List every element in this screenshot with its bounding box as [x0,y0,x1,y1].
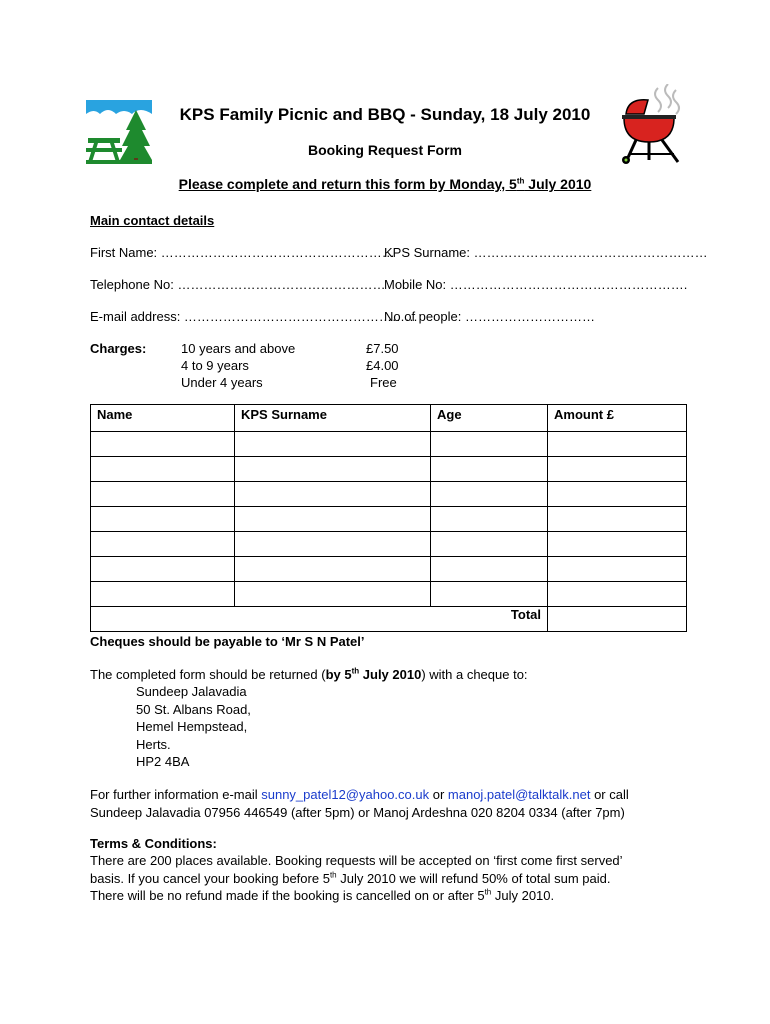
form-subtitle: Booking Request Form [307,142,462,158]
telephone-field[interactable]: Telephone No: ………………………………………… [90,277,386,292]
table-cell[interactable] [235,582,431,607]
mobile-field[interactable]: Mobile No: ………………………………………………. [384,277,688,292]
table-cell[interactable] [235,557,431,582]
table-cell[interactable] [431,582,548,607]
col-header-surname: KPS Surname [235,405,431,432]
address-line: HP2 4BA [136,754,190,769]
charge-price: Free [370,375,397,390]
email-link-sunny[interactable]: sunny_patel12@yahoo.co.uk [261,787,430,802]
table-row [91,507,687,532]
table-cell[interactable] [91,557,235,582]
table-cell[interactable] [431,457,548,482]
col-header-name: Name [91,405,235,432]
table-cell[interactable] [548,457,687,482]
total-amount-cell[interactable] [548,607,687,632]
charge-price: £7.50 [366,341,399,356]
table-cell[interactable] [548,482,687,507]
contact-heading: Main contact details [90,213,215,228]
table-cell[interactable] [91,507,235,532]
terms-heading: Terms & Conditions: [90,836,217,851]
charge-group: 4 to 9 years [181,358,249,373]
first-name-field[interactable]: First Name: ……………………………………………… [90,245,395,260]
attendee-table [90,404,687,632]
table-cell[interactable] [91,457,235,482]
form-title: KPS Family Picnic and BBQ - Sunday, 18 July 2010 [179,105,591,124]
table-header-row [91,405,687,432]
kps-surname-field[interactable]: KPS Surname: ……………………………………………… [384,245,708,260]
cheques-note: Cheques should be payable to ‘Mr S N Patel’ [90,634,365,649]
table-cell[interactable] [431,507,548,532]
table-cell[interactable] [91,532,235,557]
address-line: Sundeep Jalavadia [136,684,247,699]
info-line-1: For further information e-mail sunny_patel12@yahoo.co.uk or manoj.patel@talktalk.net or call [90,787,629,802]
charge-price: £4.00 [366,358,399,373]
table-cell[interactable] [431,432,548,457]
table-row [91,557,687,582]
table-row [91,532,687,557]
table-cell[interactable] [431,557,548,582]
table-cell[interactable] [235,432,431,457]
table-cell[interactable] [235,457,431,482]
table-cell[interactable] [235,482,431,507]
return-instructions: The completed form should be returned (by 5th July 2010) with a cheque to: [90,666,528,682]
col-header-age: Age [431,405,548,432]
table-cell[interactable] [548,432,687,457]
table-cell[interactable] [91,482,235,507]
terms-line-1: There are 200 places available. Booking requests will be accepted on ‘first come first served’ [90,853,623,868]
address-line: Herts. [136,737,171,752]
address-line: 50 St. Albans Road, [136,702,251,717]
charge-group: Under 4 years [181,375,263,390]
terms-line-3: There will be no refund made if the booking is cancelled on or after 5th July 2010. [90,887,555,903]
people-count-field[interactable]: No of people: ………………………… [384,309,595,324]
info-line-2: Sundeep Jalavadia 07956 446549 (after 5pm) or Manoj Ardeshna 020 8204 0334 (after 7pm) [90,805,625,820]
table-cell[interactable] [431,482,548,507]
table-row [91,432,687,457]
table-cell[interactable] [548,532,687,557]
table-row [91,582,687,607]
table-row [91,482,687,507]
table-cell[interactable] [235,507,431,532]
address-line: Hemel Hempstead, [136,719,248,734]
charges-label: Charges: [90,341,147,356]
table-cell[interactable] [91,432,235,457]
total-label: Total [91,607,548,632]
table-row [91,457,687,482]
col-header-amount: Amount £ [548,405,687,432]
email-field[interactable]: E-mail address: ……………………………………………… [90,309,418,324]
table-total-row [91,607,687,632]
table-cell[interactable] [548,557,687,582]
terms-line-2: basis. If you cancel your booking before 5th July 2010 we will refund 50% of total sum paid. [90,870,611,886]
table-cell[interactable] [91,582,235,607]
table-cell[interactable] [431,532,548,557]
table-cell[interactable] [548,507,687,532]
deadline-notice: Please complete and return this form by Monday, 5th July 2010 [178,176,592,192]
charge-group: 10 years and above [181,341,296,356]
table-cell[interactable] [548,582,687,607]
table-cell[interactable] [235,532,431,557]
email-link-manoj[interactable]: manoj.patel@talktalk.net [447,787,591,802]
